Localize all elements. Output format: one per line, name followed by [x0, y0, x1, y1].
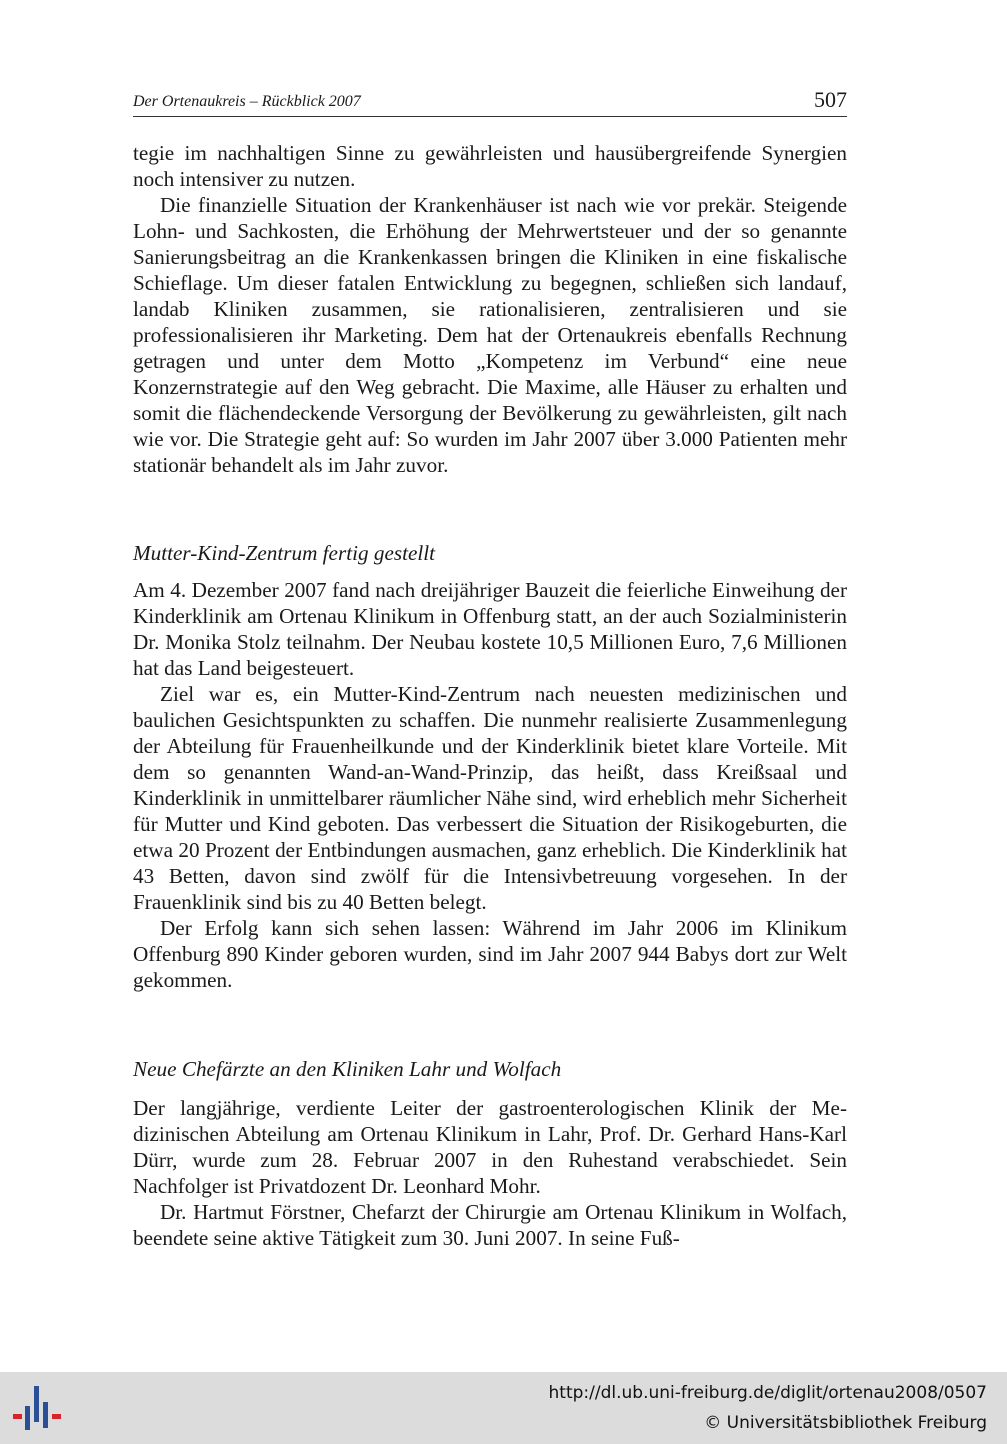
ub-freiburg-logo-icon [10, 1384, 66, 1436]
running-head: Der Ortenaukreis – Rückblick 2007 [133, 93, 361, 110]
footer-copyright: © Universitätsbibliothek Freiburg [704, 1413, 987, 1433]
section-heading-mutter-kind-zentrum: Mutter-Kind-Zentrum fertig gestellt [133, 541, 436, 565]
section-heading-neue-chefaerzte: Neue Chefärzte an den Kliniken Lahr und Wolfach [133, 1057, 562, 1081]
paragraph: Am 4. Dezember 2007 fand nach dreijähriger Bauzeit die feierliche Einweihung der Kinderklinik am Ortenau Klinikum in Offenburg statt, an der auch Sozialministerin Dr. Monika Stolz teilnahm. Der Neubau kostete 10,5 Millionen Euro, 7,6 Millionen hat das Land beigesteuert. [133, 578, 847, 680]
paragraph: Der Erfolg kann sich sehen lassen: Während im Jahr 2006 im Klinikum Offenburg 890 Kinder geboren wurden, sind im Jahr 2007 944 Babys dort zur Welt gekommen. [133, 916, 847, 992]
footer-url-link[interactable]: http://dl.ub.uni-freiburg.de/diglit/ortenau2008/0507 [548, 1383, 987, 1403]
page-header [133, 86, 847, 117]
intro-text [133, 140, 847, 478]
footer-bar [0, 1372, 1007, 1444]
paragraph: Dr. Hartmut Förstner, Chefarzt der Chirurgie am Ortenau Klinikum in Wolfach, beendete seine aktive Tätigkeit zum 30. Juni 2007. In seine Fuß- [133, 1200, 847, 1250]
paragraph: Der langjährige, verdiente Leiter der gastroenterologischen Klinik der Medizinischen Abteilung am Ortenau Klinikum in Lahr, Prof. Dr. Gerhard Hans-Karl Dürr, wurde zum 28. Februar 2007 in den Ruhestand verabschiedet. Sein Nachfolger ist Privatdozent Dr. Leonhard Mohr. [133, 1096, 847, 1198]
section-neue-chefaerzte [133, 1095, 847, 1251]
page-number: 507 [814, 87, 847, 112]
paragraph: Ziel war es, ein Mutter-Kind-Zentrum nach neuesten medizinischen und baulichen Gesichtspunkten zu schaffen. Die nunmehr realisierte Zusammenlegung der Abteilung für Frauenheilkunde und der Kinderklinik bietet klare Vorteile. Mit dem so genannten Wand-an-Wand-Prinzip, das heißt, dass Kreißsaal und Kinderklinik in unmittelbarer räumlicher Nähe sind, wird erheblich mehr Sicherheit für Mutter und Kind geboten. Das verbessert die Situation der Risikogeburten, die etwa 20 Prozent der Entbindungen ausmachen, ganz erheblich. Die Kinderklinik hat 43 Betten, davon sind zwölf für die Intensivbetreuung vorgesehen. In der Frauenklinik sind bis zu 40 Betten belegt. [133, 682, 847, 914]
paragraph: tegie im nachhaltigen Sinne zu gewährleisten und hausübergreifende Synergien noch intensiver zu nutzen. [133, 141, 847, 191]
section-mutter-kind-zentrum [133, 577, 847, 993]
paragraph: Die finanzielle Situation der Krankenhäuser ist nach wie vor prekär. Steigende Lohn- und Sachkosten, die Erhöhung der Mehrwertsteuer und der so genannte Sanierungsbeitrag an die Krankenkassen bringen die Kliniken in eine fiskalische Schieflage. Um dieser fatalen Entwicklung zu begegnen, schließen sich landauf, landab Kliniken zusammen, sie rationalisieren, zentralisieren und sie professionalisieren ihr Marketing. Dem hat der Ortenaukreis ebenfalls Rechnung getragen und unter dem Motto „Kompetenz im Verbund“ eine neue Konzernstrategie auf den Weg gebracht. Die Maxime, alle Häuser zu erhalten und somit die flächendeckende Versorgung der Bevölkerung zu gewährleisten, gilt nach wie vor. Die Strategie geht auf: So wurden im Jahr 2007 über 3.000 Patienten mehr stationär behandelt als im Jahr zuvor. [133, 193, 847, 477]
